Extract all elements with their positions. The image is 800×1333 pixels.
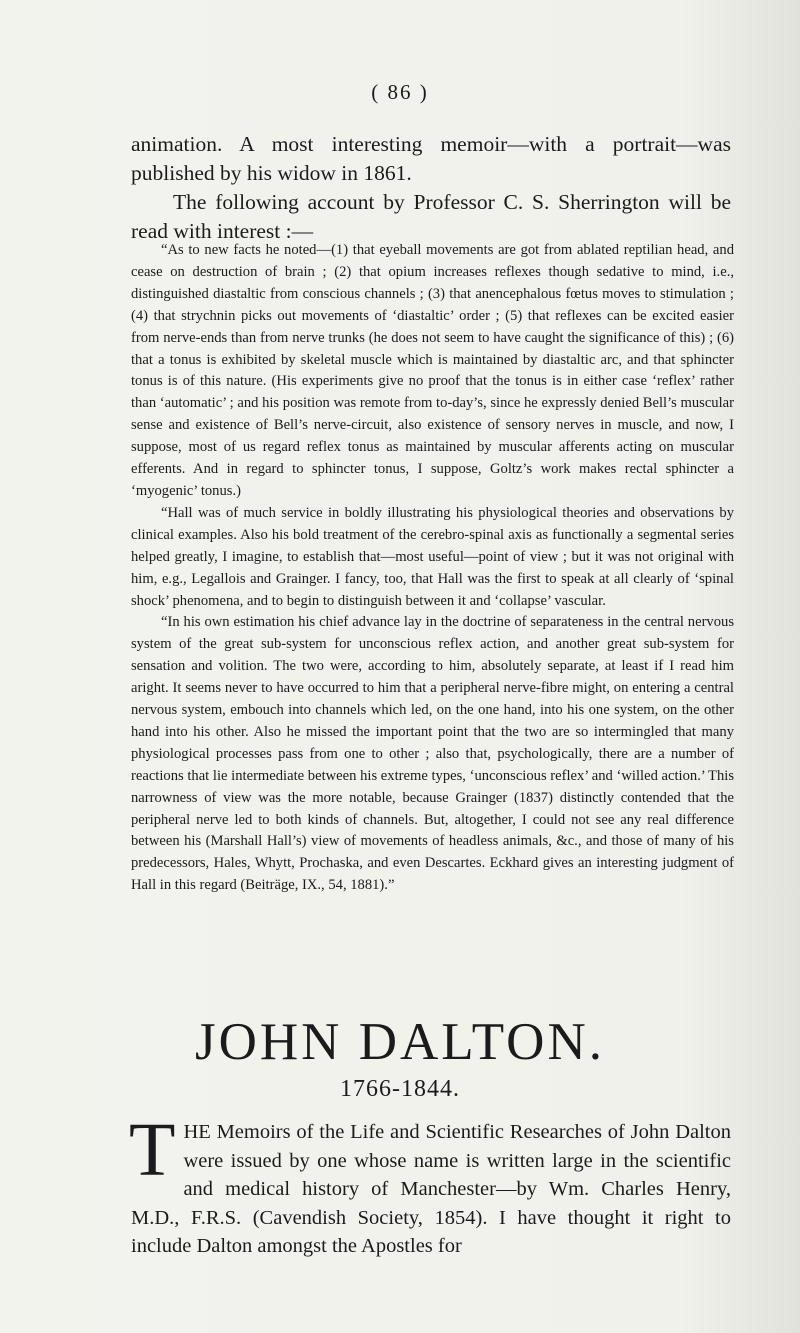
drop-cap: T [129, 1108, 176, 1192]
intro-line-1: animation. A most interesting memoir—with a portrait—was published by his widow in 1861. [131, 132, 731, 185]
section-paragraph-text: HE Memoirs of the Life and Scientific Researches of John Dalton were issued by one whose name is written large in the scientific and medical history of Manchester—by Wm. Charles Henry, M.D., F.R.S. (Cavendish Society, 1854). I have thought it right to include Dalton amongst the Apostles for [131, 1121, 731, 1257]
section-body [129, 1108, 731, 1261]
page-number: ( 86 ) [371, 80, 429, 104]
sherrington-quote [131, 240, 734, 897]
section-paragraph-1 [129, 1108, 731, 1261]
quote-paragraph-3: “In his own estimation his chief advance lay in the doctrine of separateness in the central nervous system of the great sub-system for unconscious reflex action, and another great sub-system for sensation and volition. The two were, according to him, absolutely separate, at least if I read him aright. It seems never to have occurred to him that a peripheral nerve-fibre might, on entering a central nervous system, embouch into channels which led, on the one hand, into his one system, on the other hand into his other. Also he missed the important point that the two are so intermingled that many physiological processes pass from one to other ; also that, psychologically, there are a number of reactions that lie intermediate between his extreme types, ‘unconscious reflex’ and ‘willed action.’ This narrowness of view was the more notable, because Grainger (1837) distinctly contended that the peripheral nerve led to both kinds of channels. But, altogether, I could not see any real difference between his (Marshall Hall’s) view of movements of headless animals, &c., and those of many of his predecessors, Hales, Whytt, Prochaska, and even Descartes. Eckhard gives an interesting judgment of Hall in this regard (Beiträge, IX., 54, 1881).” [131, 614, 734, 894]
section-dates: 1766-1844. [340, 1076, 460, 1102]
quote-paragraph-2: “Hall was of much service in boldly illustrating his physiological theories and observations by clinical examples. Also his bold treatment of the cerebro-spinal axis as functionally a segmental series helped greatly, I imagine, to establish that—most useful—point of view ; but it was not original with him, e.g., Legallois and Grainger. I fancy, too, that Hall was the first to speak at all clearly of ‘spinal shock’ phenomena, and to begin to distinguish between it and ‘collapse’ vascular. [131, 504, 734, 609]
intro-text [131, 130, 731, 246]
quote-paragraph-1: “As to new facts he noted—(1) that eyeball movements are got from ablated reptilian head, and cease on destruction of brain ; (2) that opium increases reflexes though sedative to mind, i.e., distinguished diastaltic from conscious channels ; (3) that anencephalous fœtus moves to stimulation ; (4) that strychnin picks out movements of ‘diastaltic’ order ; (5) that reflexes can be excited easier from nerve-ends than from nerve trunks (he does not seem to have caught the significance of this) ; (6) that a tonus is exhibited by skeletal muscle which is maintained by diastaltic arc, and that sphincter tonus is of this nature. (His experiments give no proof that the tonus is in either case ‘reflex’ rather than ‘automatic’ ; and his position was remote from to-day’s, since he expressly denied Bell’s muscular sense and existence of Bell’s nerve-circuit, also existence of sensory nerves in muscle, and now, I suppose, most of us regard reflex tonus as maintained by muscular afferents acting on muscular efferents. And in regard to sphincter tonus, I suppose, Goltz’s work makes rectal sphincter a ‘myogenic’ tonus.) [131, 242, 734, 499]
intro-line-2: The following account by Professor C. S. Sherrington will be read with interest :— [131, 190, 731, 243]
section-heading: JOHN DALTON. [195, 1013, 605, 1071]
